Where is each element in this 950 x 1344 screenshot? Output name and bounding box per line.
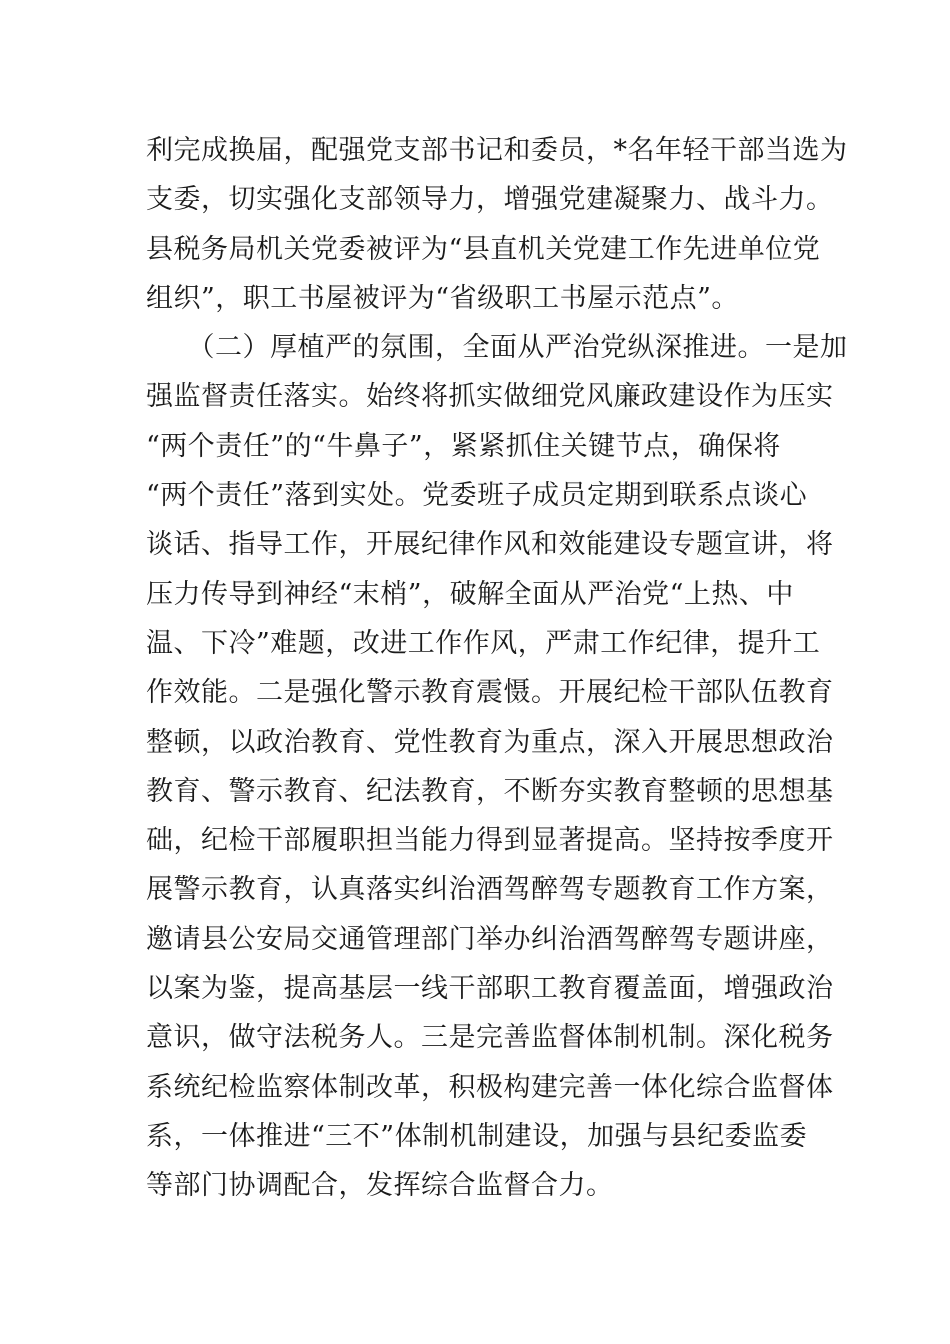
text-line: 强监督责任落实。始终将抓实做细党风廉政建设作为压实 xyxy=(146,381,834,413)
text-line: 组织”，职工书屋被评为“省级职工书屋示范点”。 xyxy=(146,282,739,314)
text-line: 谈话、指导工作，开展纪律作风和效能建设专题宣讲，将 xyxy=(146,529,834,561)
text-line: 教育、警示教育、纪法教育，不断夯实教育整顿的思想基 xyxy=(146,775,834,807)
text-line: 系统纪检监察体制改革，积极构建完善一体化综合监督体 xyxy=(146,1071,834,1103)
body-text xyxy=(146,126,846,1211)
text-line: 础，纪检干部履职担当能力得到显著提高。坚持按季度开 xyxy=(146,825,834,857)
text-line: 系，一体推进“三不”体制机制建设，加强与县纪委监委 xyxy=(146,1120,808,1152)
text-line: 等部门协调配合，发挥综合监督合力。 xyxy=(146,1170,614,1202)
text-line: 作效能。二是强化警示教育震慑。开展纪检干部队伍教育 xyxy=(146,677,834,709)
text-line: 温、下冷”难题，改进工作作风，严肃工作纪律，提升工 xyxy=(146,627,821,659)
section-heading-line: （二）厚植严的氛围，全面从严治党纵深推进。一是加 xyxy=(146,332,848,364)
text-line: 展警示教育，认真落实纠治酒驾醉驾专题教育工作方案， xyxy=(146,874,834,906)
text-line: 利完成换届，配强党支部书记和委员，*名年轻干部当选为 xyxy=(146,135,848,166)
text-line: 压力传导到神经“末梢”，破解全面从严治党“上热、中 xyxy=(146,578,794,610)
text-line: 以案为鉴，提高基层一线干部职工教育覆盖面，增强政治 xyxy=(146,973,834,1005)
text-line: 支委，切实强化支部领导力，增强党建凝聚力、战斗力。 xyxy=(146,184,834,216)
text-line: “两个责任”的“牛鼻子”，紧紧抓住关键节点，确保将 xyxy=(146,430,781,462)
text-line: 整顿，以政治教育、党性教育为重点，深入开展思想政治 xyxy=(146,726,834,758)
text-line: “两个责任”落到实处。党委班子成员定期到联系点谈心 xyxy=(146,480,808,512)
text-line: 县税务局机关党委被评为“县直机关党建工作先进单位党 xyxy=(146,233,821,265)
text-line: 意识，做守法税务人。三是完善监督体制机制。深化税务 xyxy=(146,1022,834,1054)
text-line: 邀请县公安局交通管理部门举办纠治酒驾醉驾专题讲座， xyxy=(146,923,834,955)
